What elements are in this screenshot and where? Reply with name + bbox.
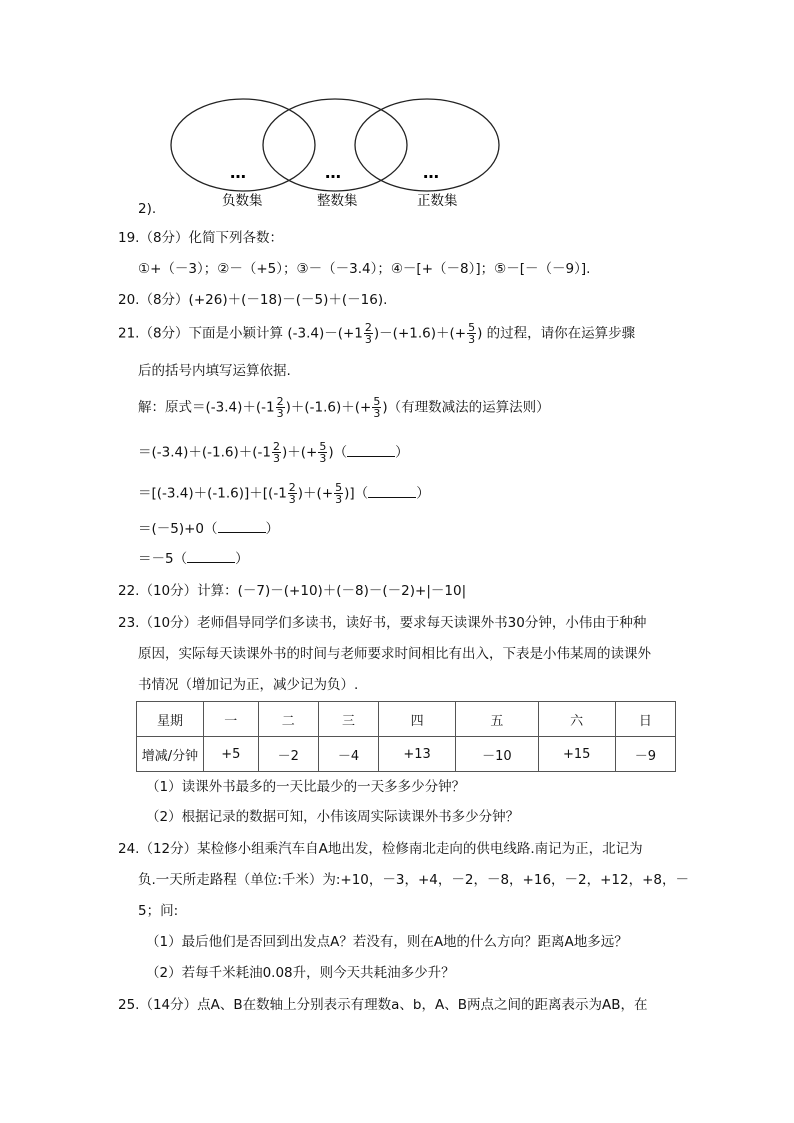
reading-table xyxy=(136,701,676,772)
step1-a: 解：原式＝(-3.4)＋(-1 xyxy=(138,399,275,416)
q21-expr-a: (-3.4)－(+1 xyxy=(287,325,363,342)
step4: ＝(－5)+0（ xyxy=(138,521,218,537)
q24-line3: 5；问: xyxy=(138,903,179,919)
close-paren: ） xyxy=(395,444,409,461)
positive-set-dots: … xyxy=(423,163,439,182)
close-paren: ） xyxy=(416,485,430,502)
step3-b: )＋(+ xyxy=(297,485,334,502)
q21-head-a: 21.（8分）下面是小颖计算 xyxy=(118,325,284,342)
q19-head: 19.（8分）化简下列各数： xyxy=(118,230,284,246)
table-cell: －9 xyxy=(615,737,675,772)
table-cell: +5 xyxy=(204,737,259,772)
numerator: 2 xyxy=(288,481,296,494)
q21-step1 xyxy=(138,396,550,419)
q21-step3 xyxy=(138,482,430,505)
q23-line3: 书情况（增加记为正，减少记为负）. xyxy=(138,677,359,693)
integer-set-dots: … xyxy=(325,163,341,182)
numerator: 2 xyxy=(364,321,372,334)
step1-c: )（有理数减法的运算法则） xyxy=(382,399,550,416)
step5: ＝－5（ xyxy=(138,551,188,567)
answer-blank[interactable] xyxy=(218,520,266,533)
q23-line2: 原因，实际每天读课外书的时间与老师要求时间相比有出入，下表是小伟某周的读课外 xyxy=(138,646,651,662)
table-cell: 二 xyxy=(258,702,318,737)
positive-set-label: 正数集 xyxy=(417,193,458,209)
numerator: 5 xyxy=(335,481,343,494)
table-header-row xyxy=(137,702,676,737)
table-cell: 五 xyxy=(456,702,539,737)
q21-head xyxy=(118,322,635,345)
table-cell: 三 xyxy=(318,702,378,737)
fraction-5-3 xyxy=(334,482,343,505)
table-cell: －2 xyxy=(258,737,318,772)
fraction-2-3 xyxy=(272,441,281,464)
answer-blank[interactable] xyxy=(368,485,416,498)
numerator: 2 xyxy=(272,440,280,453)
table-cell: 一 xyxy=(204,702,259,737)
table-cell: 四 xyxy=(379,702,456,737)
table-cell: 六 xyxy=(538,702,615,737)
table-cell: 增减/分钟 xyxy=(137,737,204,772)
denominator: 3 xyxy=(319,452,327,465)
denominator: 3 xyxy=(272,452,280,465)
fraction-5-3 xyxy=(372,396,381,419)
step3-c: )]（ xyxy=(344,485,369,502)
step2-c: )（ xyxy=(328,444,348,461)
q23-sub1: （1）读课外书最多的一天比最少的一天多多少分钟？ xyxy=(146,779,466,795)
fraction-2-3 xyxy=(276,396,285,419)
q21-head-b: 的过程，请你在运算步骤 xyxy=(486,325,636,342)
table-cell: 日 xyxy=(615,702,675,737)
q23-line1: 23.（10分）老师倡导同学们多读书，读好书，要求每天读课外书30分钟，小伟由于种种 xyxy=(118,615,647,631)
table-cell: －4 xyxy=(318,737,378,772)
q19-items: ①+（－3）；②－（+5）；③－（－3.4）；④－[+（－8）]；⑤－[－（－9）]. xyxy=(138,261,591,277)
numerator: 5 xyxy=(373,395,381,408)
step3-a: ＝[(-3.4)＋(-1.6)]＋[(-1 xyxy=(138,485,287,502)
table-cell: －10 xyxy=(456,737,539,772)
numerator: 5 xyxy=(319,440,327,453)
fraction-5-3 xyxy=(467,322,476,345)
q21-step5 xyxy=(138,550,249,568)
denominator: 3 xyxy=(276,407,284,420)
step1-b: )＋(-1.6)＋(+ xyxy=(285,399,372,416)
step2-b: )＋(+ xyxy=(281,444,318,461)
number-sets-diagram xyxy=(0,0,794,215)
answer-blank[interactable] xyxy=(187,550,235,563)
q18-tail: 2). xyxy=(138,201,157,217)
negative-set-label: 负数集 xyxy=(222,193,263,209)
q21-expr-b: )－(+1.6)＋(+ xyxy=(373,325,467,342)
fraction-2-3 xyxy=(288,482,297,505)
q24-line1: 24.（12分）某检修小组乘汽车自A地出发，检修南北走向的供电线路.南记为正，北记为 xyxy=(118,841,643,857)
denominator: 3 xyxy=(288,493,296,506)
negative-set-dots: … xyxy=(230,163,246,182)
table-cell: +13 xyxy=(379,737,456,772)
q25: 25.（14分）点A、B在数轴上分别表示有理数a、b，A、B两点之间的距离表示为AB，在 xyxy=(118,997,648,1013)
q21-step2 xyxy=(138,441,409,464)
numerator: 5 xyxy=(468,321,476,334)
q22: 22.（10分）计算：(－7)－(+10)＋(－8)－(－2)+|－10| xyxy=(118,583,467,599)
numerator: 2 xyxy=(276,395,284,408)
denominator: 3 xyxy=(373,407,381,420)
step2-a: ＝(-3.4)＋(-1.6)＋(-1 xyxy=(138,444,271,461)
q21-step4 xyxy=(138,520,279,538)
fraction-5-3 xyxy=(318,441,327,464)
q24-sub1: （1）最后他们是否回到出发点A？若没有，则在A地的什么方向？距离A地多远？ xyxy=(146,934,628,950)
q24-sub2: （2）若每千米耗油0.08升，则今天共耗油多少升？ xyxy=(146,965,455,981)
q21-expr-c: ) xyxy=(477,325,483,342)
close-paren: ） xyxy=(265,521,280,537)
integer-set-label: 整数集 xyxy=(317,193,358,209)
fraction-2-3 xyxy=(364,322,373,345)
table-row xyxy=(137,737,676,772)
q24-line2: 负.一天所走路程（单位:千米）为:+10，－3，+4，－2，－8，+16，－2，+12，+8，－ xyxy=(138,872,690,888)
close-paren: ） xyxy=(235,551,249,567)
table-cell: +15 xyxy=(538,737,615,772)
q23-sub2: （2）根据记录的数据可知，小伟该周实际读课外书多少分钟？ xyxy=(146,809,520,825)
q21-head-line2: 后的括号内填写运算依据. xyxy=(138,363,291,379)
denominator: 3 xyxy=(468,333,476,346)
denominator: 3 xyxy=(335,493,343,506)
table-cell: 星期 xyxy=(137,702,204,737)
q20: 20.（8分）(+26)＋(－18)－(－5)＋(－16). xyxy=(118,292,388,308)
answer-blank[interactable] xyxy=(347,444,395,457)
denominator: 3 xyxy=(364,333,372,346)
